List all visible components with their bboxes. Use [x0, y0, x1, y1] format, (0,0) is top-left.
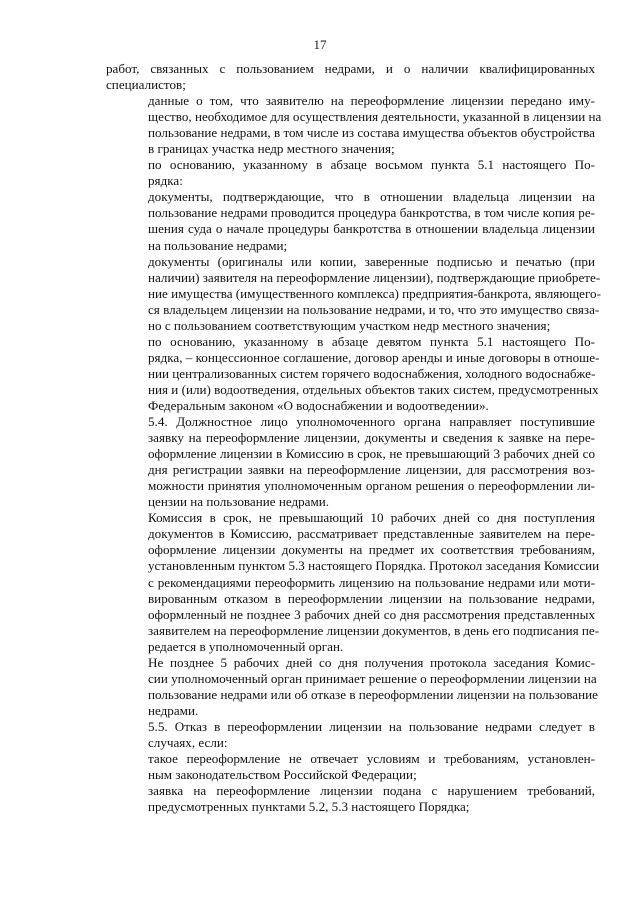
paragraph — [106, 719, 595, 751]
text-line: оформление лицензии в Комиссию в срок, не превышающий 3 рабочих дней со — [148, 446, 595, 462]
paragraph — [106, 253, 601, 334]
text-line: пользование недрами, в том числе из состава имущества объектов обустройства — [148, 125, 595, 141]
paragraph — [106, 333, 600, 414]
text-line: ся владельцем лицензии на пользование недрами, и то, что это имущество связа- — [148, 301, 600, 317]
page-number: 17 — [313, 37, 327, 52]
paragraph — [106, 157, 595, 189]
text-line: рядка: — [148, 173, 183, 189]
text-line: с рекомендациями переоформить лицензию на пользование недрами или моти- — [148, 574, 595, 590]
text-line: шения суда о начале процедуры банкротства в отношении владельца лицензии — [148, 221, 595, 237]
text-line: документы, подтверждающие, что в отношении владельца лицензии на — [148, 189, 595, 205]
text-line: предусмотренных пунктами 5.2, 5.3 настоящего Порядка; — [148, 799, 470, 815]
text-line: ния и (или) водоотведения, отдельных объектов таких систем, предусмотренных — [148, 381, 599, 397]
text-line: дня регистрации заявки на переоформление лицензии, для рассмотрения воз- — [148, 462, 595, 478]
text-line: пользование недрами проводится процедура банкротства, в том числе копия ре- — [148, 205, 595, 221]
text-line: оформленный не позднее 3 рабочих дней со дня рассмотрения представленных — [148, 606, 595, 622]
text-line: но с пользованием соответствующим участком недр местного значения; — [148, 317, 551, 333]
document-body — [106, 61, 602, 815]
text-line: вированным отказом в переоформлении лицензии на пользование недрами, — [148, 590, 595, 606]
text-line: щество, необходимое для осуществления деятельности, указанной в лицензии на — [148, 109, 602, 125]
text-line: такое переоформление не отвечает условиям и требованиям, установлен- — [148, 751, 595, 767]
text-line: документы (оригиналы или копии, заверенные подписью и печатью (при — [148, 253, 595, 269]
paragraph — [106, 189, 595, 253]
text-line: ние имущества (имущественного комплекса) предприятия-банкрота, являющего- — [148, 285, 601, 301]
text-line: пользование недрами или об отказе в переоформлении лицензии на пользование — [148, 686, 598, 702]
text-line: оформление лицензии документы на предмет их соответствия требованиям, — [148, 542, 595, 558]
text-line: в границах участка недр местного значения; — [148, 141, 395, 157]
text-line: 5.4. Должностное лицо уполномоченного органа направляет поступившие — [148, 414, 595, 430]
text-line: цензии на пользование недрами. — [148, 494, 330, 510]
text-line: по основанию, указанному в абзаце девятом пункта 5.1 настоящего По- — [148, 333, 595, 349]
paragraph — [106, 414, 595, 510]
text-line: случаях, если: — [148, 734, 228, 750]
text-line: Комиссия в срок, не превышающий 10 рабочих дней со дня поступления — [148, 510, 595, 526]
paragraph — [106, 654, 598, 719]
paragraph — [106, 751, 595, 783]
text-line: редается в уполномоченный орган. — [148, 638, 344, 654]
text-line: по основанию, указанному в абзаце восьмом пункта 5.1 настоящего По- — [148, 157, 595, 173]
text-line: сии уполномоченный орган принимает решение о переоформлении лицензии на — [148, 670, 597, 686]
text-line: работ, связанных с пользованием недрами, и о наличии квалифицированных — [106, 61, 595, 76]
text-line: можности принятия уполномоченным органом решения о переоформлении ли- — [148, 478, 595, 494]
text-line: Федеральным законом «О водоснабжении и водоотведении». — [148, 397, 489, 413]
text-line: ным законодательством Российской Федерации; — [148, 767, 417, 783]
text-line: специалистов; — [106, 77, 186, 93]
text-line: недрами. — [148, 702, 199, 718]
text-line: рядка, – концессионное соглашение, договор аренды и иные договоры в отноше- — [148, 349, 600, 365]
paragraph — [106, 783, 595, 815]
text-line: заявку на переоформление лицензии, документы и сведения к заявке на пере- — [148, 430, 595, 446]
text-line: нии централизованных систем горячего водоснабжения, холодного водоснабже- — [148, 365, 596, 381]
paragraph — [106, 510, 600, 654]
text-line: данные о том, что заявителю на переоформление лицензии передано иму- — [148, 93, 595, 109]
text-line: установленным пунктом 5.3 настоящего Порядка. Протокол заседания Комиссии — [148, 558, 600, 574]
text-line: на пользование недрами; — [148, 237, 288, 253]
paragraph — [106, 61, 595, 93]
paragraph — [106, 93, 602, 157]
text-line: заявителем на переоформление лицензии документов, в день его подписания пе- — [148, 622, 600, 638]
text-line: Не позднее 5 рабочих дней со дня получения протокола заседания Комис- — [148, 654, 595, 670]
text-line: 5.5. Отказ в переоформлении лицензии на пользование недрами следует в — [148, 718, 595, 734]
text-line: заявка на переоформление лицензии подана с нарушением требований, — [148, 783, 595, 799]
text-line: документов в Комиссию, рассматривает представленные заявителем на пере- — [148, 526, 595, 542]
text-line: наличии) заявителя на переоформление лицензии), подтверждающие приобрете- — [148, 269, 601, 285]
